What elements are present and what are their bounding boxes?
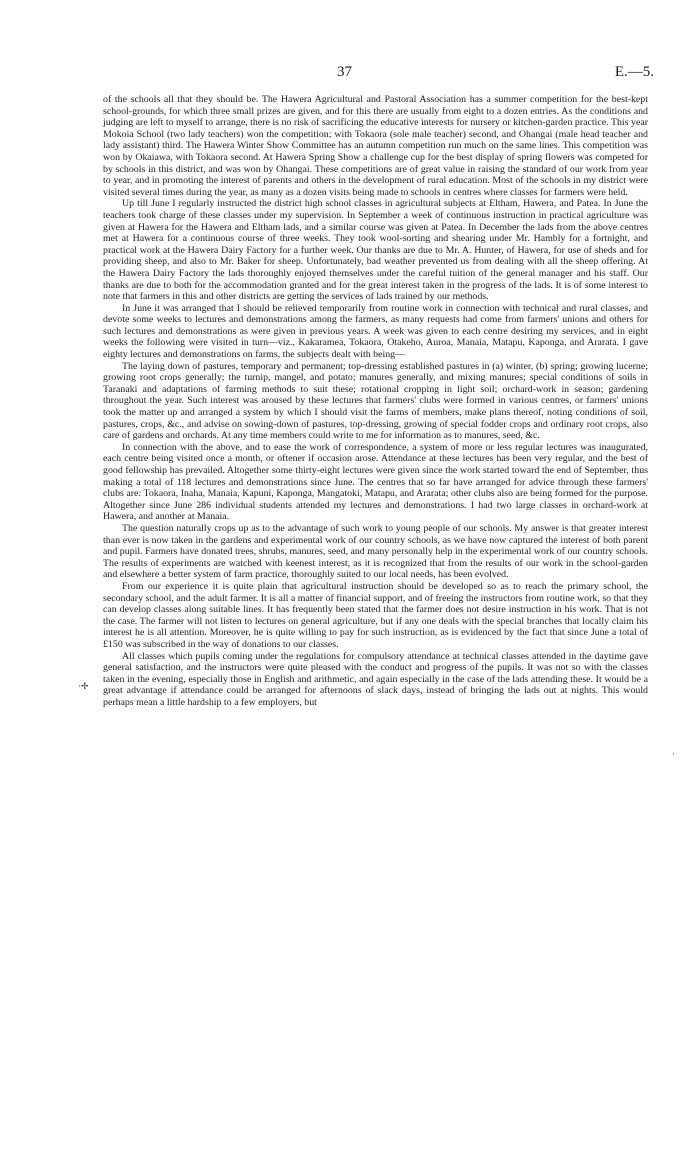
paragraph: Up till June I regularly instructed the district high school classes in agricultural subjects at Eltham, Hawera, and Patea. In June the teachers took charge of these classes under my supervision. In September a week of continuous instruction in practical agriculture was given at Hawera for the Hawera and Eltham lads, and a similar course was given at Patea. In December the lads from the above centres met at Hawera for a continuous course of three weeks. They took wool-sorting and shearing under Mr. Hambly for a fortnight, and practical work at the Hawera Dairy Factory for a further week. Our thanks are due to Mr. A. Hunter, of Hawera, for use of sheds and for providing sheep, and also to Mr. Baker for sheep. Unfortunately, bad weather prevented us from dealing with all the sheep offering. At the Hawera Dairy Factory the lads thoroughly enjoyed themselves under the careful tuition of the general manager and his staff. Our thanks are due to both for the accommodation granted and for the great interest taken in the progress of the lads. It is of some interest to note that farmers in this and other districts are getting the services of lads trained by our methods. <box>103 198 648 303</box>
paragraph: From our experience it is quite plain that agricultural instruction should be developed so as to reach the primary school, the secondary school, and the adult farmer. It is all a matter of financial support, and of freeing the instructors from routine work, so that they can develop classes along suitable lines. It has frequently been stated that the farmer does not desire instruction in his work. That is not the case. The farmer will not listen to lectures on general agriculture, but if any one deals with the special branches that locally claim his interest he is all attention. Moreover, he is quite willing to pay for such instruction, as is evidenced by the fact that since June a total of £150 was subscribed in the way of donations to our classes. <box>103 580 648 650</box>
paragraph: All classes which pupils coming under the regulations for compulsory attendance at technical classes attended in the daytime gave general satisfaction, and the instructors were quite pleased with the conduct and progress of the pupils. It was not so with the classes taken in the evening, especially those in English and arithmetic, and again especially in the case of the lads attending these. It would be a great advantage if attendance could be arranged for afternoons of slack days, instead of bringing the lads out at nights. This would perhaps mean a little hardship to a few employers, but <box>103 650 648 708</box>
paragraph: In June it was arranged that I should be relieved temporarily from routine work in connection with technical and rural classes, and devote some weeks to lectures and demonstrations among the farmers, as many requests had come from farmers' unions and others for such lectures and demonstrations as were given in previous years. A week was given to each centre desiring my services, and in eight weeks the following were visited in turn—viz., Kakaramea, Tokaora, Otakeho, Auroa, Manaia, Matapu, Kaponga, and Ararata. I gave eighty lectures and demonstrations on farms, the subjects dealt with being— <box>103 302 648 361</box>
body-text <box>103 94 648 708</box>
page-number: 37 <box>337 64 352 80</box>
document-reference: E.—5. <box>614 64 654 80</box>
margin-dot-icon: · <box>672 749 675 759</box>
paragraph: In connection with the above, and to ease the work of correspondence, a system of more or less regular lectures was inaugurated, each centre being visited once a month, or oftener if occasion arose. Attendance at these lectures has been very regular, and the best of good fellowship has prevailed. Altogether some thirty-eight lectures were given since the work started toward the end of September, thus making a total of 118 lectures and demonstrations since June. The centres that so far have arranged for advice through these farmers' clubs are: Tokaora, Inaha, Manaia, Kapuni, Kaponga, Mangatoki, Matapu, and Ararata; other clubs also are being formed for the purpose. Altogether since June 286 individual students attended my lectures and demonstrations. I had two large classes in orchard-work at Hawera, and another at Manaia. <box>103 441 648 523</box>
page-header <box>0 64 700 84</box>
paragraph: of the schools all that they should be. The Hawera Agricultural and Pastoral Association has a summer competition for the best-kept school-grounds, for which three small prizes are given, and for this there are usually from eight to a dozen entries. As the conditions and judging are left to myself to arrange, there is no risk of sacrificing the educative interests for nursery or kitchen-garden practice. This year Mokoia School (two lady teachers) won the competition; with Tokaora (sole male teacher) second, and Ohangai (male head teacher and lady assistant) third. The Hawera Winter Show Committee has an autumn competition run much on the same lines. This competition was won by Okaiawa, with Tokaora second. At Hawera Spring Show a challenge cup for the best display of spring flowers was competed for by schools in this district, and was won by Ohangai. These competitions are of great value in raising the standard of our work from year to year, and in promoting the interest of parents and others in the development of rural education. Most of the schools in my district were visited several times during the year, as many as a dozen visits being made to schools in centres where classes for farmers were held. <box>103 94 648 198</box>
margin-mark-icon: ·✢ <box>78 681 89 691</box>
paragraph: The laying down of pastures, temporary and permanent; top-dressing established pastures in (a) winter, (b) spring; growing lucerne; growing root crops generally; the turnip, mangel, and potato; manures generally, and mixing manures; special conditions of soils in Taranaki and adaptations of farming methods to suit these; rotational cropping in light soil; orchard-work in season; gardening throughout the year. Such interest was aroused by these lectures that farmers' clubs were formed in various centres, or farmers' unions took the matter up and arranged a system by which I should visit the farms of members, make plans thereof, noting conditions of soil, pastures, crops, &c., and advise on sowing-down of pastures, top-dressing, growing of special fodder crops and ordinary root crops, also care of gardens and orchards. At any time members could write to me for information as to manures, seed, &c. <box>103 360 648 442</box>
paragraph: The question naturally crops up as to the advantage of such work to young people of our schools. My answer is that greater interest than ever is now taken in the gardens and experimental work of our country schools, as we have now captured the interest of both parent and pupil. Farmers have donated trees, shrubs, manures, seed, and many personally help in the experimental work of our country schools. The results of experiments are watched with keenest interest, as it is recognized that from the results of our work in the school-garden and elsewhere a better system of farm practice, thoroughly suited to our local needs, has been evolved. <box>103 522 648 581</box>
